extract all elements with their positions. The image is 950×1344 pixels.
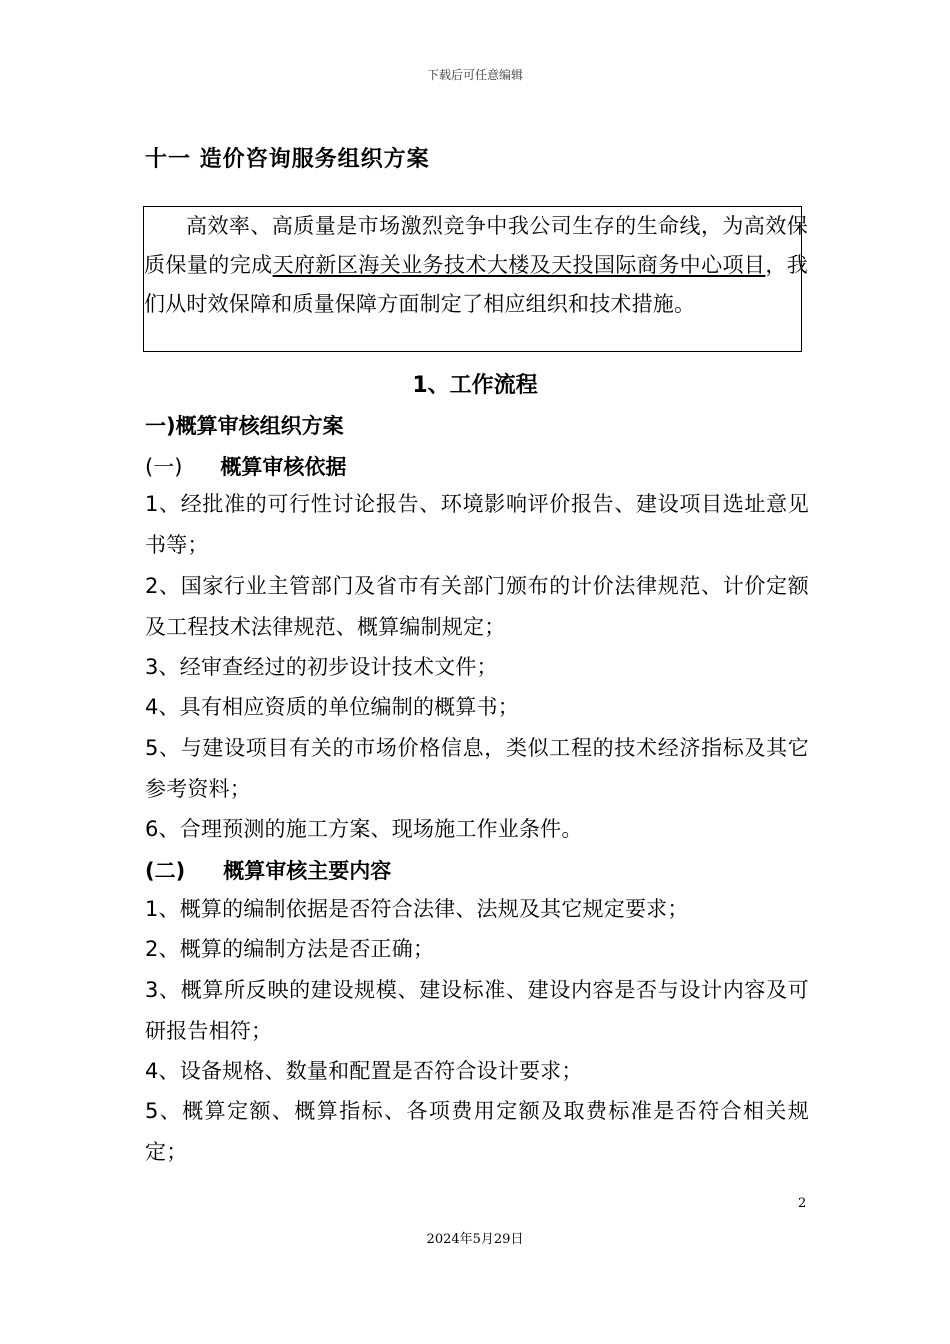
content-item: 1、概算的编制依据是否符合法律、法规及其它规定要求；	[145, 897, 689, 921]
basis-item: 6、合理预测的施工方案、现场施工作业条件。	[145, 817, 583, 841]
footer-date: 2024年5月29日	[426, 1232, 524, 1247]
part1-heading: 一)概算审核组织方案	[145, 414, 344, 438]
page-number: 2	[798, 1196, 807, 1211]
sub1-number: (一)	[145, 455, 183, 479]
content-item: 3、概算所反映的建设规模、建设标准、建设内容是否与设计内容及可研报告相符；	[145, 978, 809, 1043]
sub2-heading	[145, 855, 391, 885]
subtitle-work-process: 1、工作流程	[412, 373, 538, 398]
basis-item: 2、国家行业主管部门及省市有关部门颁布的计价法律规范、计价定额及工程技术法律规范、概算编制规定；	[145, 574, 809, 639]
basis-item: 4、具有相应资质的单位编制的概算书；	[145, 695, 519, 719]
content-item: 5、概算定额、概算指标、各项费用定额及取费标准是否符合相关规定；	[145, 1099, 809, 1164]
project-name: 天府新区海关业务技术大楼及天投国际商务中心项目	[272, 253, 766, 277]
section-title: 十一 造价咨询服务组织方案	[145, 147, 430, 172]
header-note: 下载后可任意编辑	[426, 68, 523, 82]
content-item: 4、设备规格、数量和配置是否符合设计要求；	[145, 1059, 583, 1083]
intro-pre: 高效率、高质量是市场激烈竞争中我公司生存的生命线，为高效保质保量的完成	[144, 214, 808, 277]
basis-item: 3、经审查经过的初步设计技术文件；	[145, 655, 498, 679]
sub2-number: (二)	[145, 859, 186, 883]
sub2-title: 概算审核主要内容	[223, 859, 392, 883]
basis-item: 5、与建设项目有关的市场价格信息，类似工程的技术经济指标及其它参考资料；	[145, 736, 809, 801]
content-item: 2、概算的编制方法是否正确；	[145, 937, 435, 961]
basis-item: 1、经批准的可行性讨论报告、环境影响评价报告、建设项目选址意见书等；	[145, 492, 809, 557]
intro-box	[143, 206, 808, 352]
intro-post: ，我们从时效保障和质量保障方面制定了相应组织和技术措施。	[144, 253, 808, 316]
sub1-heading	[145, 451, 346, 481]
sub1-title: 概算审核依据	[220, 455, 347, 479]
intro-paragraph	[144, 207, 808, 324]
